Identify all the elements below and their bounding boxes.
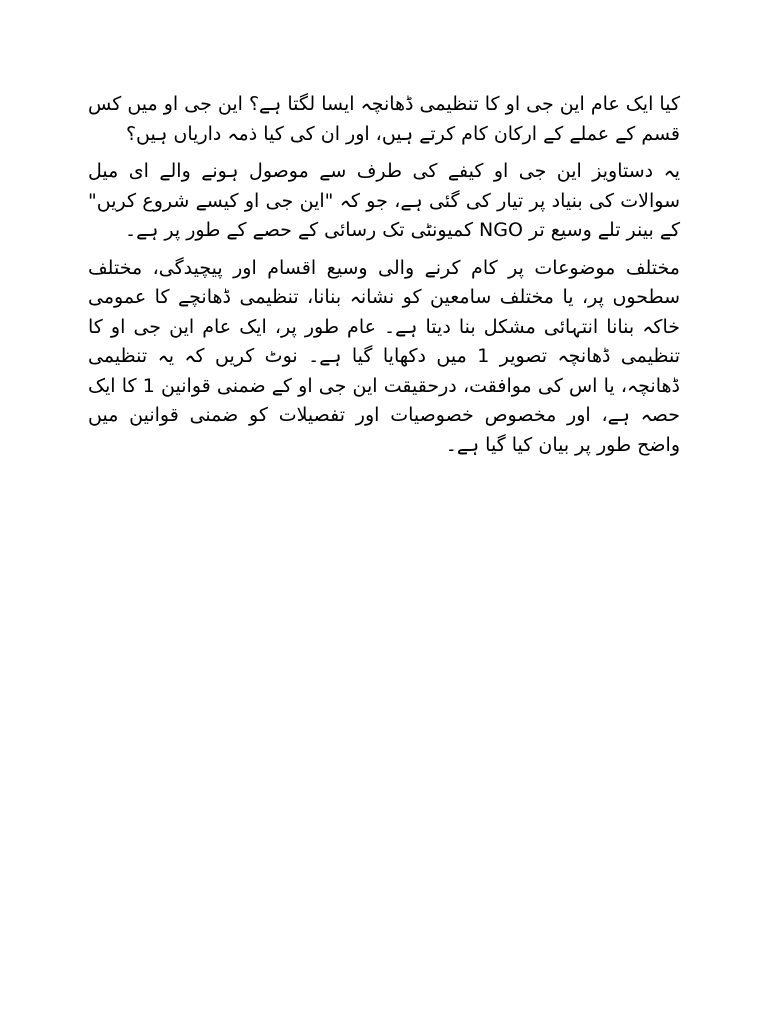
paragraph-structure: مختلف موضوعات پر کام کرنے والی وسیع اقسام اور پیچیدگی، مختلف سطحوں پر، یا مختلف سامعین کو نشانہ بنانا، تنظیمی ڈھانچے کا عمومی خاکہ بنانا انتہائی مشکل بنا دیتا ہے۔ عام طور پر، ایک عام این جی او کا تنظیمی ڈھانچہ تصویر 1 میں دکھایا گیا ہے۔ نوٹ کریں کہ یہ تنظیمی ڈھانچہ، یا اس کی موافقت، درحقیقت این جی او کے ضمنی قوانین 1 کا ایک حصہ ہے، اور مخصوص خصوصیات اور تفصیلات کو ضمنی قوانین میں واضح طور پر بیان کیا گیا ہے۔: [88, 256, 680, 456]
paragraph-question: کیا ایک عام این جی او کا تنظیمی ڈھانچہ ایسا لگتا ہے؟ این جی او میں کس قسم کے عملے کے ارکان کام کرتے ہیں، اور ان کی کیا ذمہ داریاں ہیں؟: [88, 93, 680, 145]
document-page: [88, 90, 680, 468]
paragraph-source: یہ دستاویز این جی او کیفے کی طرف سے موصول ہونے والے ای میل سوالات کی بنیاد پر تیار کی گئی ہے، جو کہ "این جی او کیسے شروع کریں" کے بینر تلے وسیع تر NGO کمیونٹی تک رسائی کے حصے کے طور پر ہے۔: [88, 160, 680, 241]
